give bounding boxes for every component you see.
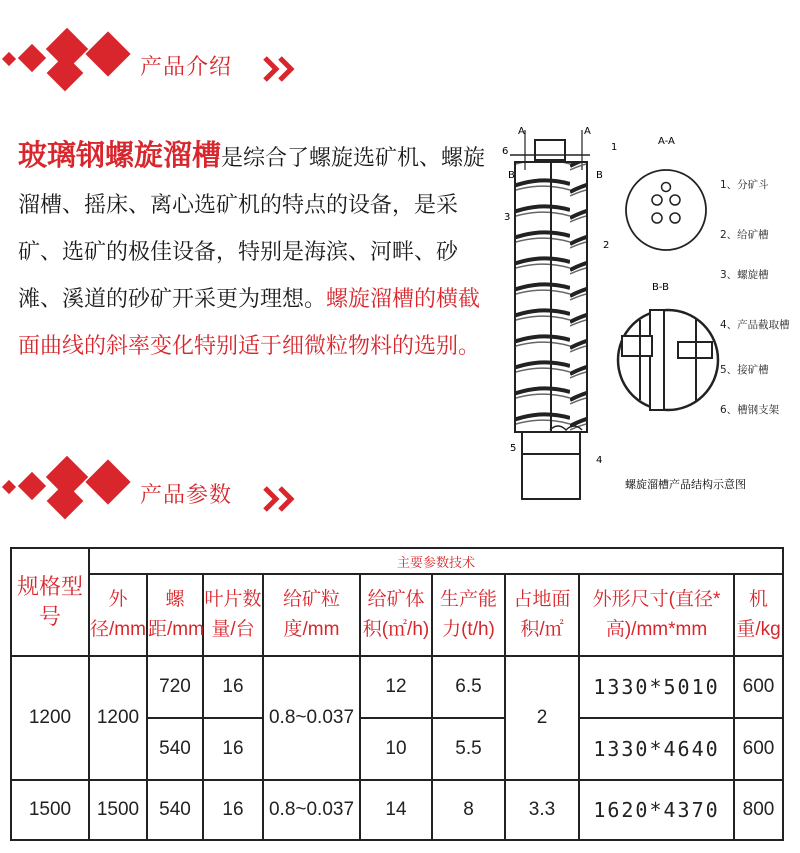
- header-feed-size: 给矿粒度/mm: [263, 574, 360, 656]
- cell-blades: 16: [203, 656, 263, 718]
- label-1: 1: [611, 142, 618, 153]
- label-3: 3: [504, 212, 511, 223]
- label-6-top: 6: [502, 146, 509, 157]
- header-pitch: 螺距/mm: [147, 574, 203, 656]
- cell-capacity: 5.5: [432, 718, 505, 780]
- legend-item: 6、槽钢支架: [720, 404, 780, 416]
- double-chevron-icon: [262, 54, 302, 84]
- label-a-left: A: [518, 126, 525, 137]
- table-row: [11, 780, 783, 840]
- label-2: 2: [603, 240, 610, 251]
- product-name: 玻璃钢螺旋溜槽: [18, 138, 222, 172]
- cell-model: 1200: [11, 656, 89, 780]
- section-header-params: [0, 440, 800, 520]
- header-weight: 机重/kg: [734, 574, 783, 656]
- section-title: 产品介绍: [140, 55, 233, 80]
- label-b-right: B: [596, 170, 603, 181]
- header-area: 占地面积/㎡: [505, 574, 579, 656]
- section-header-intro: [0, 18, 800, 98]
- header-model: 规格型号: [11, 548, 89, 656]
- cell-blades: 16: [203, 718, 263, 780]
- header-group: 主要参数技术: [89, 548, 783, 574]
- cell-dims: 1620*4370: [579, 780, 734, 840]
- cell-dims: 1330*4640: [579, 718, 734, 780]
- cell-pitch: 540: [147, 718, 203, 780]
- legend-item: 3、螺旋槽: [720, 269, 769, 281]
- label-b-left: B: [508, 170, 515, 181]
- legend-item: 2、给矿槽: [720, 229, 769, 241]
- cell-capacity: 8: [432, 780, 505, 840]
- label-4: 4: [596, 455, 603, 466]
- label-a-right: A: [584, 126, 591, 137]
- cell-outer: 1500: [89, 780, 147, 840]
- cell-weight: 600: [734, 656, 783, 718]
- header-blades: 叶片数量/台: [203, 574, 263, 656]
- cell-model: 1500: [11, 780, 89, 840]
- intro-highlight: 螺旋溜槽的横截面曲线的斜率变化特别适于细微粒物料的选别。: [18, 287, 481, 359]
- diagram-caption: 螺旋溜槽产品结构示意图: [625, 478, 746, 491]
- cell-weight: 600: [734, 718, 783, 780]
- intro-text: 是综合了螺旋选矿机、螺旋溜槽、摇床、离心选矿机的特点的设备，是采矿、选矿的极佳设备，特别是海滨、河畔、砂滩、溪道的砂矿开采更为理想。: [18, 146, 486, 312]
- double-chevron-icon: [262, 484, 302, 514]
- label-bb: B-B: [652, 282, 669, 293]
- legend-item: 4、产品截取槽: [720, 319, 790, 331]
- parameter-table: [10, 547, 784, 841]
- legend-item: 5、接矿槽: [720, 364, 769, 376]
- cell-pitch: 720: [147, 656, 203, 718]
- cell-dims: 1330*5010: [579, 656, 734, 718]
- cell-volume: 12: [360, 656, 432, 718]
- cell-volume: 10: [360, 718, 432, 780]
- cell-area: 3.3: [505, 780, 579, 840]
- cell-weight: 800: [734, 780, 783, 840]
- header-capacity: 生产能力(t/h): [432, 574, 505, 656]
- header-dimensions: 外形尺寸(直径*高)/mm*mm: [579, 574, 734, 656]
- cell-size: 0.8~0.037: [263, 780, 360, 840]
- legend-item: 1、分矿斗: [720, 179, 769, 191]
- cell-capacity: 6.5: [432, 656, 505, 718]
- cell-pitch: 540: [147, 780, 203, 840]
- label-5: 5: [510, 443, 517, 454]
- header-feed-volume: 给矿体积(㎡/h): [360, 574, 432, 656]
- section-title: 产品参数: [140, 483, 233, 508]
- cell-volume: 14: [360, 780, 432, 840]
- intro-paragraph: [18, 132, 493, 370]
- cell-size: 0.8~0.037: [263, 656, 360, 780]
- cell-area: 2: [505, 656, 579, 780]
- cell-blades: 16: [203, 780, 263, 840]
- diamond-decoration-icon: [0, 18, 140, 98]
- diamond-decoration-icon: [0, 440, 140, 520]
- diagram-legend: [720, 178, 790, 416]
- header-outer-diameter: 外径/mm: [89, 574, 147, 656]
- table-row: [11, 656, 783, 718]
- label-aa: A-A: [658, 136, 675, 147]
- cell-outer: 1200: [89, 656, 147, 780]
